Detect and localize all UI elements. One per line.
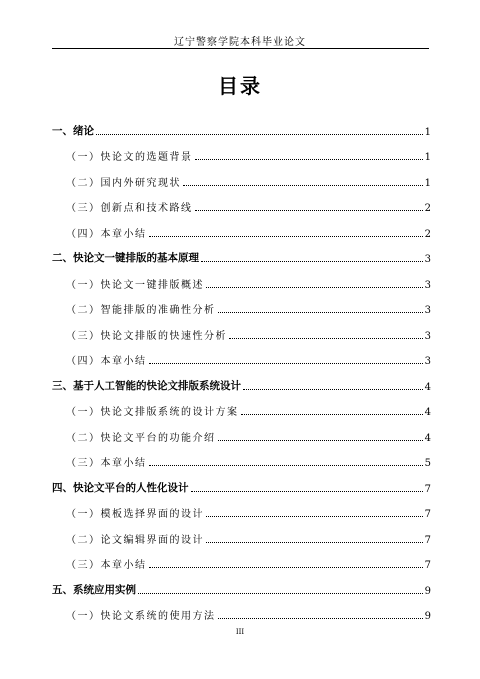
dot-leader: [149, 567, 423, 568]
toc-entry-text: 二、快论文一键排版的基本原理: [52, 252, 199, 264]
toc-entry-text: （二）快论文平台的功能介绍: [66, 432, 216, 444]
toc-section-entry[interactable]: [52, 393, 431, 419]
toc-page-number: 2: [424, 203, 431, 214]
toc-page-number: 3: [424, 356, 431, 367]
toc-chapter-entry[interactable]: [52, 571, 431, 597]
toc-section-entry[interactable]: [52, 342, 431, 368]
dot-leader: [206, 287, 423, 288]
toc-entry-text: （二）智能排版的准确性分析: [66, 305, 216, 316]
page-number-footer: III: [235, 628, 245, 636]
toc-entry-text: （一）快论文系统的使用方法: [66, 611, 216, 622]
toc-page-number: 7: [424, 560, 431, 571]
toc-section-entry[interactable]: [52, 597, 431, 623]
toc-entry-text: （四）本章小结: [66, 356, 147, 367]
dot-leader: [96, 134, 423, 135]
toc-entry-text: （四）本章小结: [66, 228, 147, 240]
toc-page-number: 9: [424, 585, 431, 597]
dot-leader: [218, 312, 423, 313]
dot-leader: [149, 465, 423, 466]
toc-page-number: 9: [424, 611, 431, 622]
toc-page-number: 7: [424, 483, 431, 495]
page-title: 目录: [218, 74, 262, 98]
toc-section-entry[interactable]: [52, 291, 431, 317]
toc-chapter-entry[interactable]: [52, 469, 431, 495]
toc-section-entry[interactable]: [52, 520, 431, 546]
toc-section-entry[interactable]: [52, 316, 431, 342]
dot-leader: [183, 185, 423, 186]
toc-section-entry[interactable]: [52, 265, 431, 291]
dot-leader: [229, 338, 423, 339]
toc-page-number: 4: [424, 432, 431, 444]
toc-page-number: 3: [424, 279, 431, 291]
dot-leader: [218, 440, 423, 441]
toc-page-number: 5: [424, 458, 431, 469]
toc-entry-text: 五、系统应用实例: [52, 583, 136, 596]
toc-entry-text: （一）快论文一键排版概述: [66, 279, 204, 291]
toc-entry-text: 三、基于人工智能的快论文排版系统设计: [52, 379, 241, 392]
dot-leader: [195, 210, 423, 211]
dot-leader: [206, 516, 423, 517]
dot-leader: [191, 491, 423, 492]
dot-leader: [243, 389, 423, 390]
toc-page-number: 1: [424, 152, 431, 163]
toc-entry-text: （二）国内外研究现状: [66, 177, 181, 189]
header-rule: [52, 48, 429, 49]
toc-section-entry[interactable]: [52, 495, 431, 521]
toc-section-entry[interactable]: [52, 163, 431, 189]
dot-leader: [149, 363, 423, 364]
toc-entry-text: 四、快论文平台的人性化设计: [52, 481, 189, 494]
toc-page-number: 4: [424, 407, 431, 418]
toc-chapter-entry[interactable]: [52, 112, 431, 138]
dot-leader: [149, 236, 423, 237]
toc-page-number: 4: [424, 381, 431, 393]
toc-page-number: 3: [424, 254, 431, 265]
toc-section-entry[interactable]: [52, 138, 431, 164]
toc-page-number: 7: [424, 534, 431, 546]
toc-entry-text: （一）快论文排版系统的设计方案: [66, 407, 239, 418]
toc-page-number: 7: [424, 509, 431, 520]
toc-page-number: 3: [424, 330, 431, 342]
toc-chapter-entry[interactable]: [52, 240, 431, 266]
dot-leader: [206, 542, 423, 543]
toc-page-number: 2: [424, 228, 431, 240]
toc-section-entry[interactable]: [52, 546, 431, 572]
toc-entry-text: 一、绪论: [52, 124, 94, 137]
toc-entry-text: （三）本章小结: [66, 458, 147, 469]
toc-section-entry[interactable]: [52, 444, 431, 470]
toc-entry-text: （一）快论文的选题背景: [66, 152, 193, 163]
toc-entry-text: （三）快论文排版的快速性分析: [66, 330, 227, 342]
toc-entry-text: （三）本章小结: [66, 560, 147, 571]
dot-leader: [241, 414, 423, 415]
toc-entry-text: （一）模板选择界面的设计: [66, 509, 204, 520]
toc-chapter-entry[interactable]: [52, 367, 431, 393]
toc-section-entry[interactable]: [52, 418, 431, 444]
dot-leader: [195, 159, 423, 160]
dot-leader: [218, 618, 423, 619]
toc-section-entry[interactable]: [52, 189, 431, 215]
table-of-contents: [52, 112, 431, 622]
toc-page-number: 3: [424, 305, 431, 316]
toc-section-entry[interactable]: [52, 214, 431, 240]
dot-leader: [138, 593, 423, 594]
dot-leader: [201, 261, 423, 262]
toc-entry-text: （三）创新点和技术路线: [66, 203, 193, 214]
toc-page-number: 1: [424, 126, 431, 138]
toc-entry-text: （二）论文编辑界面的设计: [66, 534, 204, 546]
running-header: 辽宁警察学院本科毕业论文: [174, 37, 306, 48]
toc-page-number: 1: [424, 177, 431, 189]
